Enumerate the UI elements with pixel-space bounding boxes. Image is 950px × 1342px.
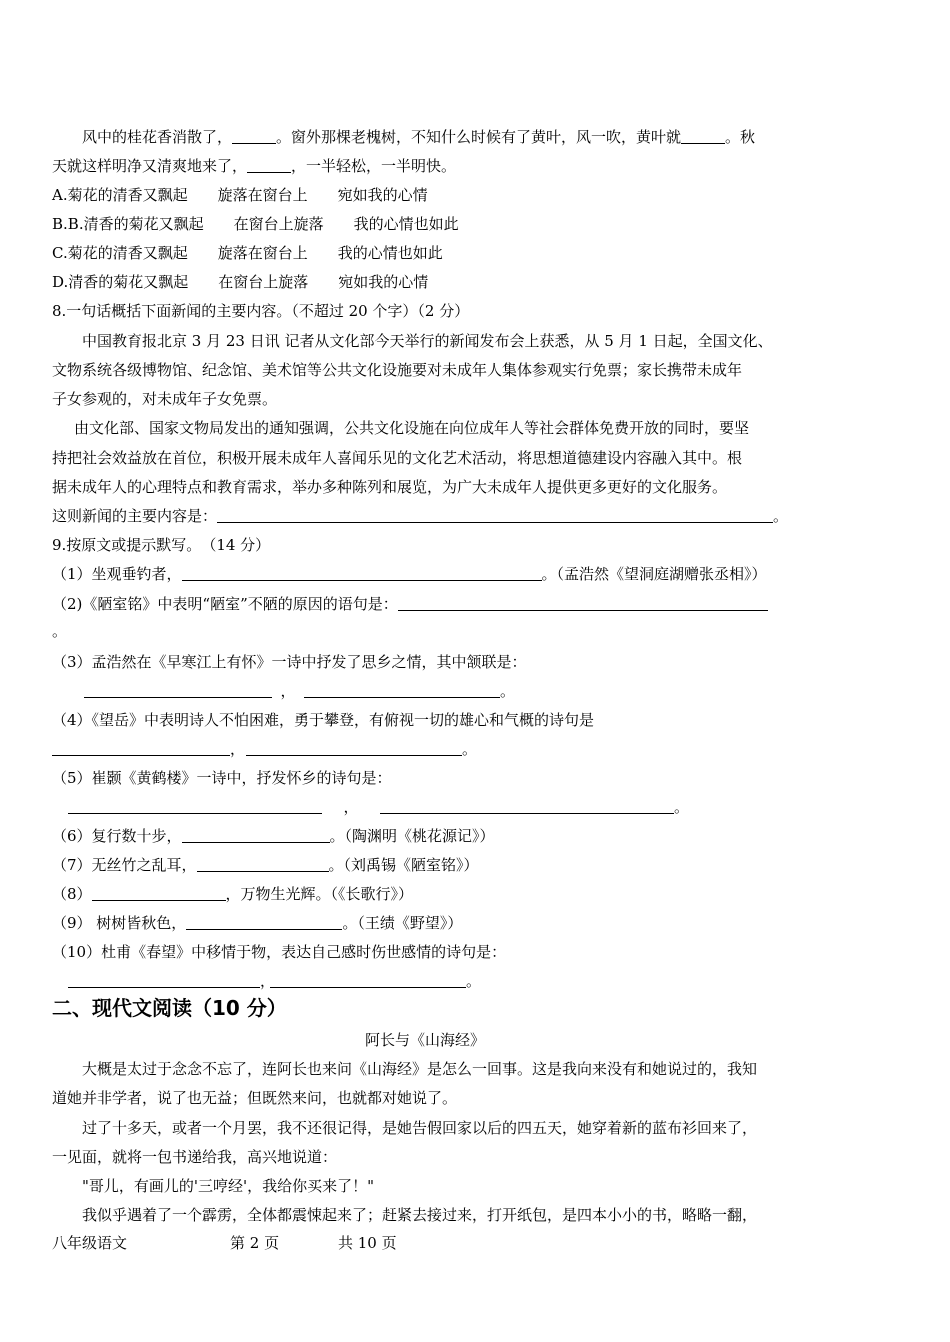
question-line: 天就这样明净又清爽地来了， ，一半轻松，一半明快。 xyxy=(52,157,457,175)
article-paragraph: 大概是太过于念念不忘了，连阿长也来问《山海经》是怎么一回事。这是我向来没有和她说过的，我知 xyxy=(82,1060,758,1078)
blank[interactable] xyxy=(68,973,260,988)
blank[interactable] xyxy=(246,741,462,756)
news-paragraph-1: 文物系统各级博物馆、纪念馆、美术馆等公共文化设施要对未成年人集体参观实行免票；家长携带未成年 xyxy=(52,361,743,379)
footer-page: 第 2 页 xyxy=(230,1234,280,1252)
article-paragraph: 我似乎遇着了一个霹雳，全体都震悚起来了；赶紧去接过来，打开纸包，是四本小小的书，略略一翻， xyxy=(82,1206,758,1224)
q9-item-9: （9） 树树皆秋色， 。（王绩《野望》） xyxy=(52,914,463,932)
q9-item-6: （6）复行数十步， 。（陶渊明《桃花源记》） xyxy=(52,827,495,845)
q8-title: 8.一句话概括下面新闻的主要内容。（不超过 20 个字）（2 分） xyxy=(52,302,470,320)
q9-item-4: （4）《望岳》中表明诗人不怕困难，勇于攀登，有俯视一切的雄心和气概的诗句是 xyxy=(52,711,595,729)
blank[interactable] xyxy=(186,915,342,930)
q9-item-2-end: 。 xyxy=(52,622,68,640)
article-quote: "哥儿，有画儿的'三哼经'，我给你买来了！" xyxy=(82,1177,375,1195)
q9-item-7: （7）无丝竹之乱耳， 。（刘禹锡《陋室铭》） xyxy=(52,856,479,874)
q9-item-8: （8） ，万物生光辉。（《长歌行》） xyxy=(52,885,414,903)
blank[interactable] xyxy=(197,857,329,872)
blank[interactable] xyxy=(52,741,230,756)
q9-item-5: （5）崔颢《黄鹤楼》一诗中，抒发怀乡的诗句是： xyxy=(52,769,392,787)
q9-item-5-blanks: ， 。 xyxy=(52,797,798,817)
news-paragraph-2: 由文化部、国家文物局发出的通知强调，公共文化设施在向位成年人等社会群体免费开放的同时，要坚 xyxy=(74,419,750,437)
footer-total: 共 10 页 xyxy=(338,1234,397,1252)
footer-subject: 八年级语文 xyxy=(52,1234,128,1252)
q9-item-2: （2)《陋室铭》中表明“陋室”不陋的原因的语句是： xyxy=(52,594,798,614)
blank[interactable] xyxy=(84,683,272,698)
q9-item-3-blanks: ， 。 xyxy=(52,681,798,701)
news-paragraph-1: 中国教育报北京 3 月 23 日讯 记者从文化部今天举行的新闻发布会上获悉，从 5 月 1 日起，全国文化、 xyxy=(82,332,773,350)
news-paragraph-2: 持把社会效益放在首位，积极开展未成年人喜闻乐见的文化艺术活动，将思想道德建设内容融入其中。根 xyxy=(52,449,743,467)
blank[interactable] xyxy=(304,683,500,698)
q9-title: 9.按原文或提示默写。 （14 分） xyxy=(52,536,271,554)
blank[interactable] xyxy=(92,886,226,901)
q8-answer-line: 这则新闻的主要内容是： 。 xyxy=(52,507,789,525)
q9-item-3: （3）孟浩然在《早寒江上有怀》一诗中抒发了思乡之情，其中颔联是： xyxy=(52,653,527,671)
blank[interactable] xyxy=(380,799,674,814)
q9-item-1: （1）坐观垂钓者， 。（孟浩然《望洞庭湖赠张丞相》） xyxy=(52,565,767,583)
answer-blank[interactable] xyxy=(217,508,773,523)
blank[interactable] xyxy=(68,799,322,814)
article-paragraph: 一见面，就将一包书递给我，高兴地说道： xyxy=(52,1148,338,1166)
news-paragraph-2: 据未成年人的心理特点和教育需求，举办多种陈列和展览，为广大未成年人提供更多更好的文化服务。 xyxy=(52,478,728,496)
article-title: 阿长与《山海经》 xyxy=(364,1031,485,1049)
blank[interactable] xyxy=(232,129,276,144)
blank[interactable] xyxy=(270,973,466,988)
blank[interactable] xyxy=(247,158,291,173)
question-line: 风中的桂花香消散了， 。窗外那棵老槐树，不知什么时候有了黄叶，风一吹，黄叶就 。秋 xyxy=(82,128,756,146)
blank[interactable] xyxy=(182,828,330,843)
article-paragraph: 道她并非学者，说了也无益；但既然来问，也就都对她说了。 xyxy=(52,1089,458,1107)
blank[interactable] xyxy=(182,566,542,581)
q9-item-4-blanks: ， 。 xyxy=(52,739,798,759)
news-paragraph-1: 子女参观的，对未成年子女免票。 xyxy=(52,390,278,408)
article-paragraph: 过了十多天，或者一个月罢，我不还很记得，是她告假回家以后的四五天，她穿着新的蓝布衫回来了， xyxy=(82,1119,758,1137)
blank[interactable] xyxy=(398,596,768,611)
option-a: A.菊花的清香又飘起 旋落在窗台上 宛如我的心情 xyxy=(52,186,428,204)
page-footer xyxy=(52,1233,397,1253)
blank[interactable] xyxy=(681,129,725,144)
q9-item-10: （10）杜甫《春望》中移情于物，表达自己感时伤世感情的诗句是： xyxy=(52,943,507,961)
section-heading: 二、现代文阅读（10 分） xyxy=(52,996,287,1020)
option-d: D.清香的菊花又飘起 在窗台上旋落 宛如我的心情 xyxy=(52,273,429,291)
q9-item-10-blanks: ， 。 xyxy=(52,971,798,991)
option-b: B.B.清香的菊花又飘起 在窗台上旋落 我的心情也如此 xyxy=(52,215,459,233)
option-c: C.菊花的清香又飘起 旋落在窗台上 我的心情也如此 xyxy=(52,244,443,262)
